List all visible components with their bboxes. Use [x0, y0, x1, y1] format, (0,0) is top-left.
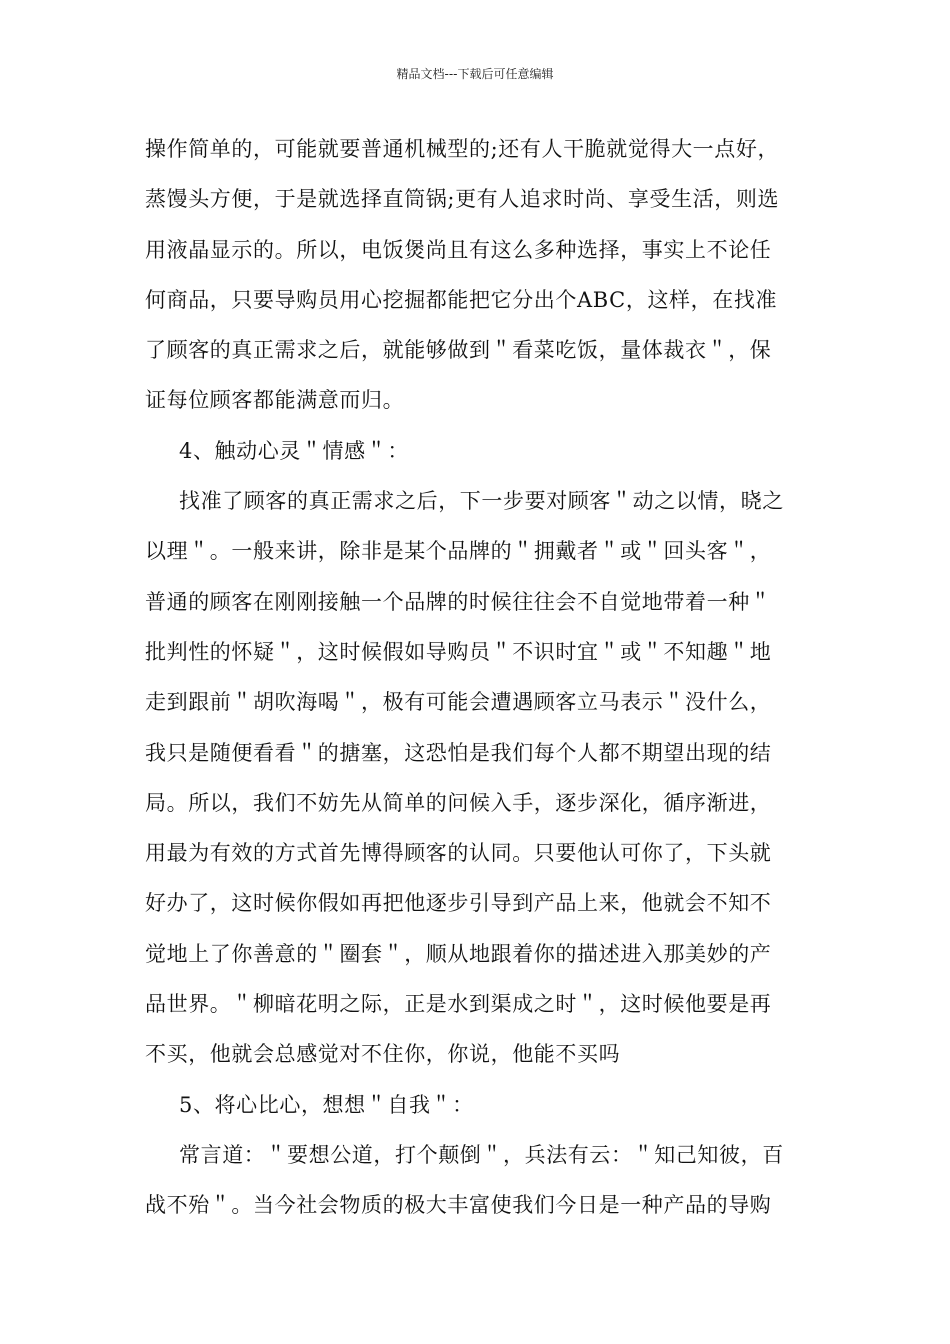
- text-line: 普通的顾客在刚刚接触一个品牌的时候往往会不自觉地带着一种＂: [145, 589, 772, 614]
- text-line: 蒸馒头方便，于是就选择直筒锅;更有人追求时尚、享受生活，则选: [145, 187, 780, 212]
- text-line: 局。所以，我们不妨先从简单的问候入手，逐步深化，循序渐进，: [145, 790, 772, 815]
- text-line: 用液晶显示的。所以，电饭煲尚且有这么多种选择，事实上不论任: [145, 237, 772, 262]
- paragraph-start: 找准了顾客的真正需求之后，下一步要对顾客＂动之以情，晓之: [179, 489, 784, 514]
- text-line: 我只是随便看看＂的搪塞，这恐怕是我们每个人都不期望出现的结: [145, 740, 772, 765]
- page-header: 精品文档---下载后可任意编辑: [396, 67, 554, 81]
- text-line: 走到跟前＂胡吹海喝＂，极有可能会遭遇顾客立马表示＂没什么，: [145, 690, 772, 715]
- text-line: 好办了，这时候你假如再把他逐步引导到产品上来，他就会不知不: [145, 891, 772, 916]
- text-line: 觉地上了你善意的＂圈套＂，顺从地跟着你的描述进入那美妙的产: [145, 941, 772, 966]
- text-line: 不买，他就会总感觉对不住你，你说，他能不买吗: [145, 1042, 621, 1067]
- paragraph-start: 常言道：＂要想公道，打个颠倒＂，兵法有云：＂知己知彼，百: [179, 1142, 784, 1167]
- text-line: 以理＂。一般来讲，除非是某个品牌的＂拥戴者＂或＂回头客＂，: [145, 539, 772, 564]
- text-line: 了顾客的真正需求之后，就能够做到＂看菜吃饭，量体裁衣＂，保: [145, 338, 772, 363]
- text-line: 用最为有效的方式首先博得顾客的认同。只要他认可你了，下头就: [145, 841, 772, 866]
- text-line: 品世界。＂柳暗花明之际，正是水到渠成之时＂，这时候他要是再: [145, 992, 772, 1017]
- text-line: 操作简单的，可能就要普通机械型的;还有人干脆就觉得大一点好，: [145, 137, 780, 161]
- section-heading-5: 5、将心比心，想想＂自我＂：: [179, 1092, 474, 1117]
- section-heading-4: 4、触动心灵＂情感＂：: [179, 438, 409, 463]
- text-line: 批判性的怀疑＂，这时候假如导购员＂不识时宜＂或＂不知趣＂地: [145, 639, 772, 664]
- text-line: 战不殆＂。当今社会物质的极大丰富使我们今日是一种产品的导购: [145, 1193, 772, 1218]
- text-line: 何商品，只要导购员用心挖掘都能把它分出个ABC，这样，在找准: [145, 287, 778, 312]
- document-body: [145, 129, 815, 1236]
- text-line: 证每位顾客都能满意而归。: [145, 388, 405, 413]
